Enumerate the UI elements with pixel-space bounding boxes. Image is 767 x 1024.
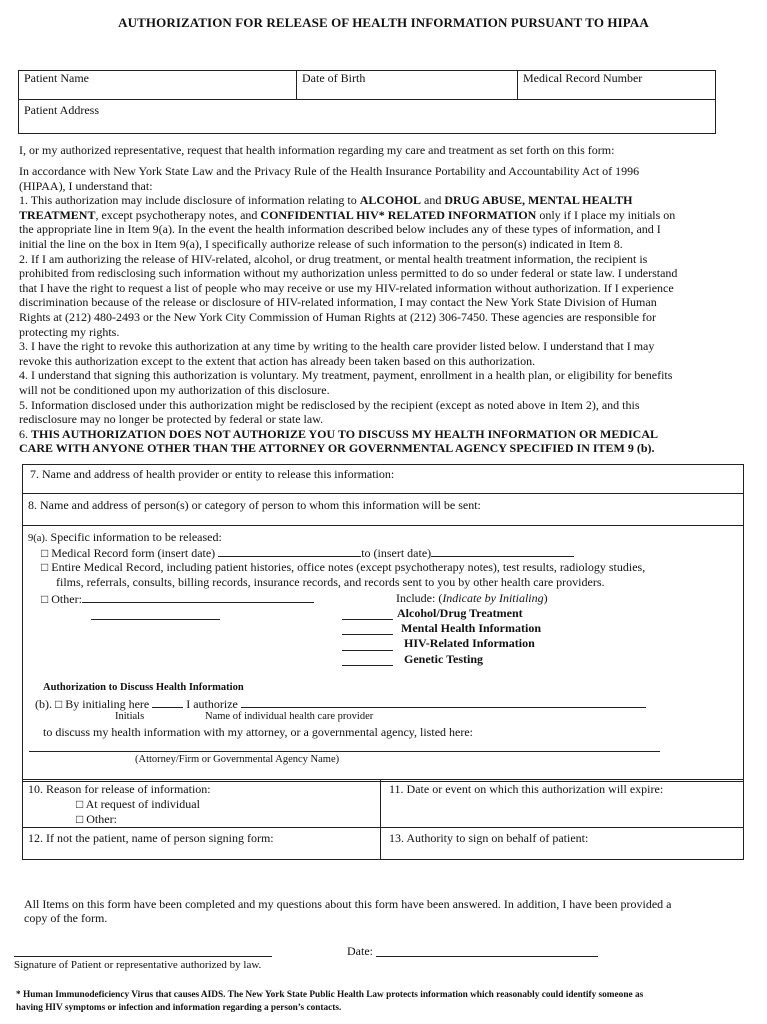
- patient-box-divider: [18, 99, 716, 100]
- include-instruction: Include: (Indicate by Initialing): [396, 591, 548, 605]
- patient-name-field[interactable]: Patient Name: [24, 71, 89, 85]
- item6-line: 6. THIS AUTHORIZATION DOES NOT AUTHORIZE YOU TO DISCUSS MY HEALTH INFORMATION OR MEDICAL: [19, 426, 659, 441]
- include-mental-health: Mental Health Information: [401, 621, 541, 635]
- items-10-13-row: [22, 827, 744, 828]
- item9-option-other[interactable]: □ Other:: [41, 591, 314, 607]
- form-title: AUTHORIZATION FOR RELEASE OF HEALTH INFORMATION PURSUANT TO HIPAA: [118, 15, 649, 30]
- item1-line: 1. This authorization may include disclosure of information relating to ALCOHOL and DRUG ABUSE, MENTAL HEALTH: [19, 193, 633, 208]
- item6-line: CARE WITH ANYONE OTHER THAN THE ATTORNEY OR GOVERNMENTAL AGENCY SPECIFIED IN ITEM 9 (b).: [19, 441, 655, 456]
- footnote-line: * Human Immunodeficiency Virus that causes AIDS. The New York State Public Health Law protects information which reasonably could identify someone as: [16, 990, 644, 1000]
- intro-line: (HIPAA), I understand that:: [19, 178, 153, 193]
- date-label: Date:: [347, 944, 373, 958]
- initial-line-alcohol[interactable]: [342, 619, 393, 620]
- item2-line: protecting my rights.: [19, 324, 120, 339]
- other-blank[interactable]: [82, 591, 314, 603]
- initials-blank[interactable]: [152, 696, 183, 708]
- item7-provider-field[interactable]: 7. Name and address of health provider or entity to release this information:: [30, 467, 395, 481]
- item10-option-individual[interactable]: □ At request of individual: [76, 797, 200, 811]
- patient-address-field[interactable]: Patient Address: [24, 103, 99, 117]
- patient-box-col2: [517, 70, 518, 99]
- item10-option-other[interactable]: □ Other:: [76, 812, 117, 826]
- closing-line: All Items on this form have been completed and my questions about this form have been answered. In addition, I have been provided a: [24, 897, 672, 911]
- intro-line: In accordance with New York State Law and the Privacy Rule of the Health Insurance Portability and Accountability Act of 1996: [19, 164, 640, 178]
- item3-line: revoke this authorization except to the extent that action has already been taken based on this authorization.: [19, 353, 536, 368]
- start-date-blank[interactable]: [218, 545, 361, 557]
- include-genetic-testing: Genetic Testing: [404, 652, 484, 666]
- item2-line: Rights at (212) 480-2493 or the New York City Commission of Human Rights at (212) 306-7450. These agencies are responsible for: [19, 309, 657, 324]
- item9-option-medical-record-form[interactable]: □ Medical Record form (insert date) to (insert date): [41, 545, 574, 561]
- attorney-caption: (Attorney/Firm or Governmental Agency Name): [135, 754, 340, 765]
- include-alcohol-drug: Alcohol/Drug Treatment: [397, 606, 523, 620]
- item4-line: 4. I understand that signing this authorization is voluntary. My treatment, payment, enrollment in a health plan, or eligibility for benefits: [19, 368, 673, 383]
- item10-reason-heading: 10. Reason for release of information:: [28, 782, 211, 796]
- item5-line: 5. Information disclosed under this authorization might be redisclosed by the recipient (except as noted above in Item 2), and this: [19, 397, 640, 412]
- request-statement: I, or my authorized representative, request that health information regarding my care and treatment as set forth on this form:: [19, 143, 615, 157]
- date-of-birth-field[interactable]: Date of Birth: [302, 71, 366, 85]
- attorney-name-blank[interactable]: [29, 751, 660, 752]
- item2-line: discrimination because of the release or disclosure of HIV-related information, I may contact the New York State Division of Human: [19, 295, 657, 310]
- item9b-initial-line[interactable]: (b). □ By initialing here I authorize: [35, 696, 646, 712]
- item8-recipient-field[interactable]: 8. Name and address of person(s) or category of person to whom this information will be sent:: [28, 498, 481, 512]
- item2-line: prohibited from redisclosing such information without my authorization unless permitted to do so under federal or state law. I understand: [19, 266, 678, 281]
- item2-line: 2. If I am authorizing the release of HIV-related, alcohol, or drug treatment, or mental health treatment information, the recipient is: [19, 251, 648, 266]
- authorization-discuss-heading: Authorization to Discuss Health Information: [43, 682, 244, 693]
- item9-heading: 9(a). Specific information to be released:: [28, 530, 222, 544]
- initials-caption: Initials: [115, 711, 145, 722]
- include-hiv: HIV-Related Information: [404, 636, 535, 650]
- other-blank-line-2[interactable]: [91, 619, 220, 620]
- date-line[interactable]: [376, 956, 598, 957]
- signature-caption: Signature of Patient or representative authorized by law.: [14, 959, 262, 971]
- item1-line: TREATMENT, except psychotherapy notes, and CONFIDENTIAL HIV* RELATED INFORMATION only if I place my initials on: [19, 207, 676, 222]
- medical-record-number-field[interactable]: Medical Record Number: [523, 71, 643, 85]
- patient-box-col1: [296, 70, 297, 99]
- initial-line-mental[interactable]: [342, 634, 393, 635]
- end-date-blank[interactable]: [431, 545, 574, 557]
- item1-line: the appropriate line in Item 9(a). In the event the health information described below includes any of these types of information, and I: [19, 222, 661, 237]
- provider-caption: Name of individual health care provider: [205, 711, 374, 722]
- discuss-statement: to discuss my health information with my attorney, or a governmental agency, listed here:: [43, 725, 473, 739]
- item12-signer-name-field[interactable]: 12. If not the patient, name of person signing form:: [28, 831, 274, 845]
- item4-line: will not be conditioned upon my authorization of this disclosure.: [19, 382, 330, 397]
- item9-option-entire-record-cont: films, referrals, consults, billing records, insurance records, and records sent to you by other health care providers.: [56, 575, 605, 589]
- items-10-13-col: [380, 779, 381, 860]
- footnote-line: having HIV symptoms or infection and information regarding a person’s contacts.: [16, 1003, 342, 1013]
- initial-line-hiv[interactable]: [342, 650, 393, 651]
- provider-name-blank[interactable]: [241, 696, 646, 708]
- item9-option-entire-record[interactable]: □ Entire Medical Record, including patient histories, office notes (except psychotherapy notes), test results, radiology studies,: [41, 560, 646, 574]
- signature-line[interactable]: [14, 956, 272, 957]
- intro-paragraph: [19, 164, 717, 456]
- item2-line: that I have the right to request a list of people who may receive or use my HIV-related information without authorization. If I experience: [19, 280, 674, 295]
- item8-divider: [22, 525, 744, 526]
- item3-line: 3. I have the right to revoke this authorization at any time by writing to the health care provider listed below. I understand that I may: [19, 339, 655, 354]
- closing-line: copy of the form.: [24, 911, 108, 925]
- item13-authority-field[interactable]: 13. Authority to sign on behalf of patient:: [389, 831, 589, 845]
- item5-line: redisclosure may no longer be protected by federal or state law.: [19, 412, 324, 427]
- item11-expiration-field[interactable]: 11. Date or event on which this authorization will expire:: [389, 782, 664, 796]
- item1-line: initial the line on the box in Item 9(a), I specifically authorize release of such information to the person(s) indicated in Item 8.: [19, 236, 623, 251]
- item7-divider: [22, 493, 744, 494]
- initial-line-genetic[interactable]: [342, 665, 393, 666]
